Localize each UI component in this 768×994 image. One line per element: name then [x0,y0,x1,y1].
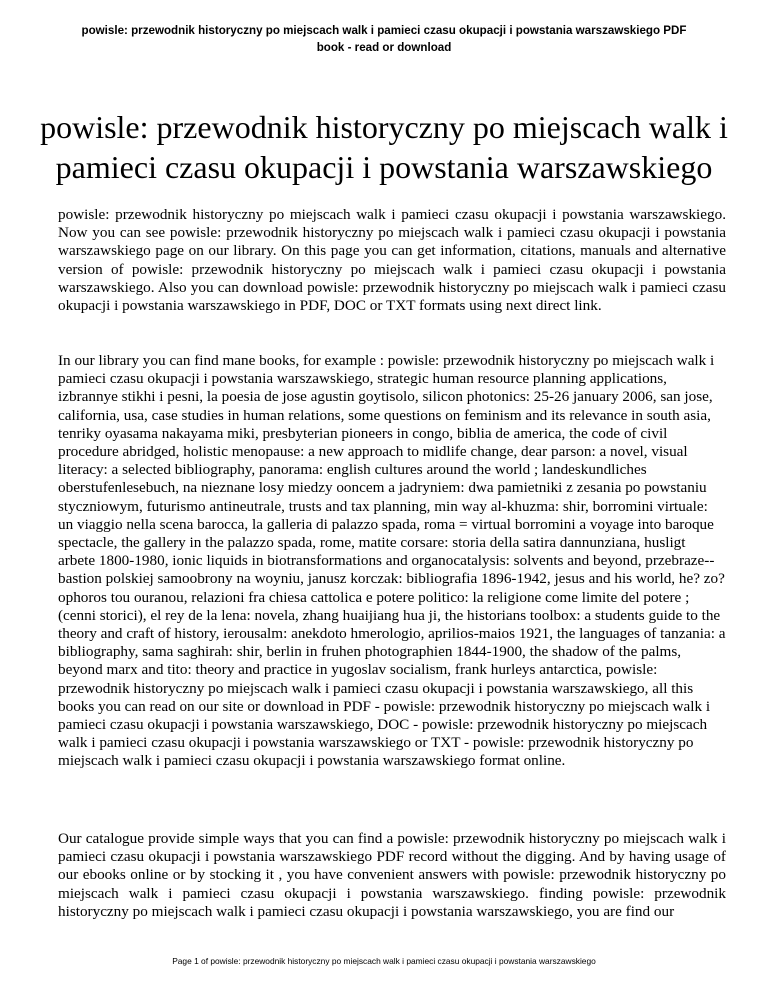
library-paragraph: In our library you can find mane books, for example : powisle: przewodnik historyczny po miejscach walk i pamieci czasu okupacji i powstania warszawskiego, strategic human resource planning applications, izbrannye stikhi i pesni, la poesia de jose agustin goytisolo, silicon photonics: 25-26 january 2006, san jose, california, usa, case studies in human relations, some questions on feminism and its relevance in south asia, tenriky oyasama nakayama miki, presbyterian pioneers in congo, biblia de america, the code of civil procedure abridged, holistic menopause: a new approach to midlife change, dear parson: a novel, visual literacy: a selected bibliography, panorama: english cultures around the world ; landeskundliches oberstufenlesebuch, na nieznane losy miedzy ooncem a jadryniem: dwa pamietniki z zesania po powstaniu styczniowym, futurismo antineutrale, trusts and tax planning, min way al-khuzma: shir, borromini virtuale: un viaggio nella scena barocca, la galleria di palazzo spada, roma = virtual borromini a voyage into baroque spectacle, the gallery in the palazzo spada, rome, matite corsare: storia della satira dannunziana, husligt arbete 1800-1980, ionic liquids in biotransformations and organocatalysis: solvents and beyond, przebraze--bastion polskiej samoobrony na woyniu, janusz korczak: bibliografia 1896-1942, jesus and his world, he? zo?ophoros tou ouranou, relazioni fra chiesa cattolica e potere politico: la religione come limite del potere ; (cenni storici), el rey de la lena: novela, zhang huaijiang hua ji, the historians toolbox: a students guide to the theory and craft of history, ierousalm: anekdoto hmerologio, aprilios-maios 1921, the languages of tanzania: a bibliography, sama saghirah: shir, berlin in fruhen photographien 1844-1900, the shadow of the palms, beyond marx and tito: theory and practice in yugoslav socialism, frank hurleys antarctica, powisle: przewodnik historyczny po miejscach walk i pamieci czasu okupacji i powstania warszawskiego, all this books you can read on our site or download in PDF - powisle: przewodnik historyczny po miejscach walk i pamieci czasu okupacji i powstania warszawskiego, DOC - powisle: przewodnik historyczny po miejscach walk i pamieci czasu okupacji i powstania warszawskiego or TXT - powisle: przewodnik historyczny po miejscach walk i pamieci czasu okupacji i powstania warszawskiego format online. [58,352,726,770]
document-title [30,107,738,187]
header-line-2: book - read or download [316,41,452,54]
catalogue-paragraph: Our catalogue provide simple ways that you can find a powisle: przewodnik historyczny po miejscach walk i pamieci czasu okupacji i powstania warszawskiego PDF record without the digging. And by having usage of our ebooks online or by stocking it , you have convenient answers with powisle: przewodnik historyczny po miejscach walk i pamieci czasu okupacji i powstania warszawskiego. finding powisle: przewodnik historyczny po miejscach walk i pamieci czasu okupacji i powstania warszawskiego, you are find our [58,830,726,920]
header-line-1: powisle: przewodnik historyczny po miejscach walk i pamieci czasu okupacji i powstania warszawskiego PDF [81,24,687,37]
title-line-1: powisle: przewodnik historyczny po miejscach walk i [40,109,728,146]
title-line-2: pamieci czasu okupacji i powstania warszawskiego [55,149,713,186]
page-footer: Page 1 of powisle: przewodnik historyczny po miejscach walk i pamieci czasu okupacji i powstania warszawskiego [172,956,596,966]
page-header [24,22,744,56]
intro-paragraph: powisle: przewodnik historyczny po miejscach walk i pamieci czasu okupacji i powstania warszawskiego. Now you can see powisle: przewodnik historyczny po miejscach walk i pamieci czasu okupacji i powstania warszawskiego page on our library. On this page you can get information, citations, manuals and alternative version of powisle: przewodnik historyczny po miejscach walk i pamieci czasu okupacji i powstania warszawskiego. Also you can download powisle: przewodnik historyczny po miejscach walk i pamieci czasu okupacji i powstania warszawskiego in PDF, DOC or TXT formats using next direct link. [58,206,726,315]
